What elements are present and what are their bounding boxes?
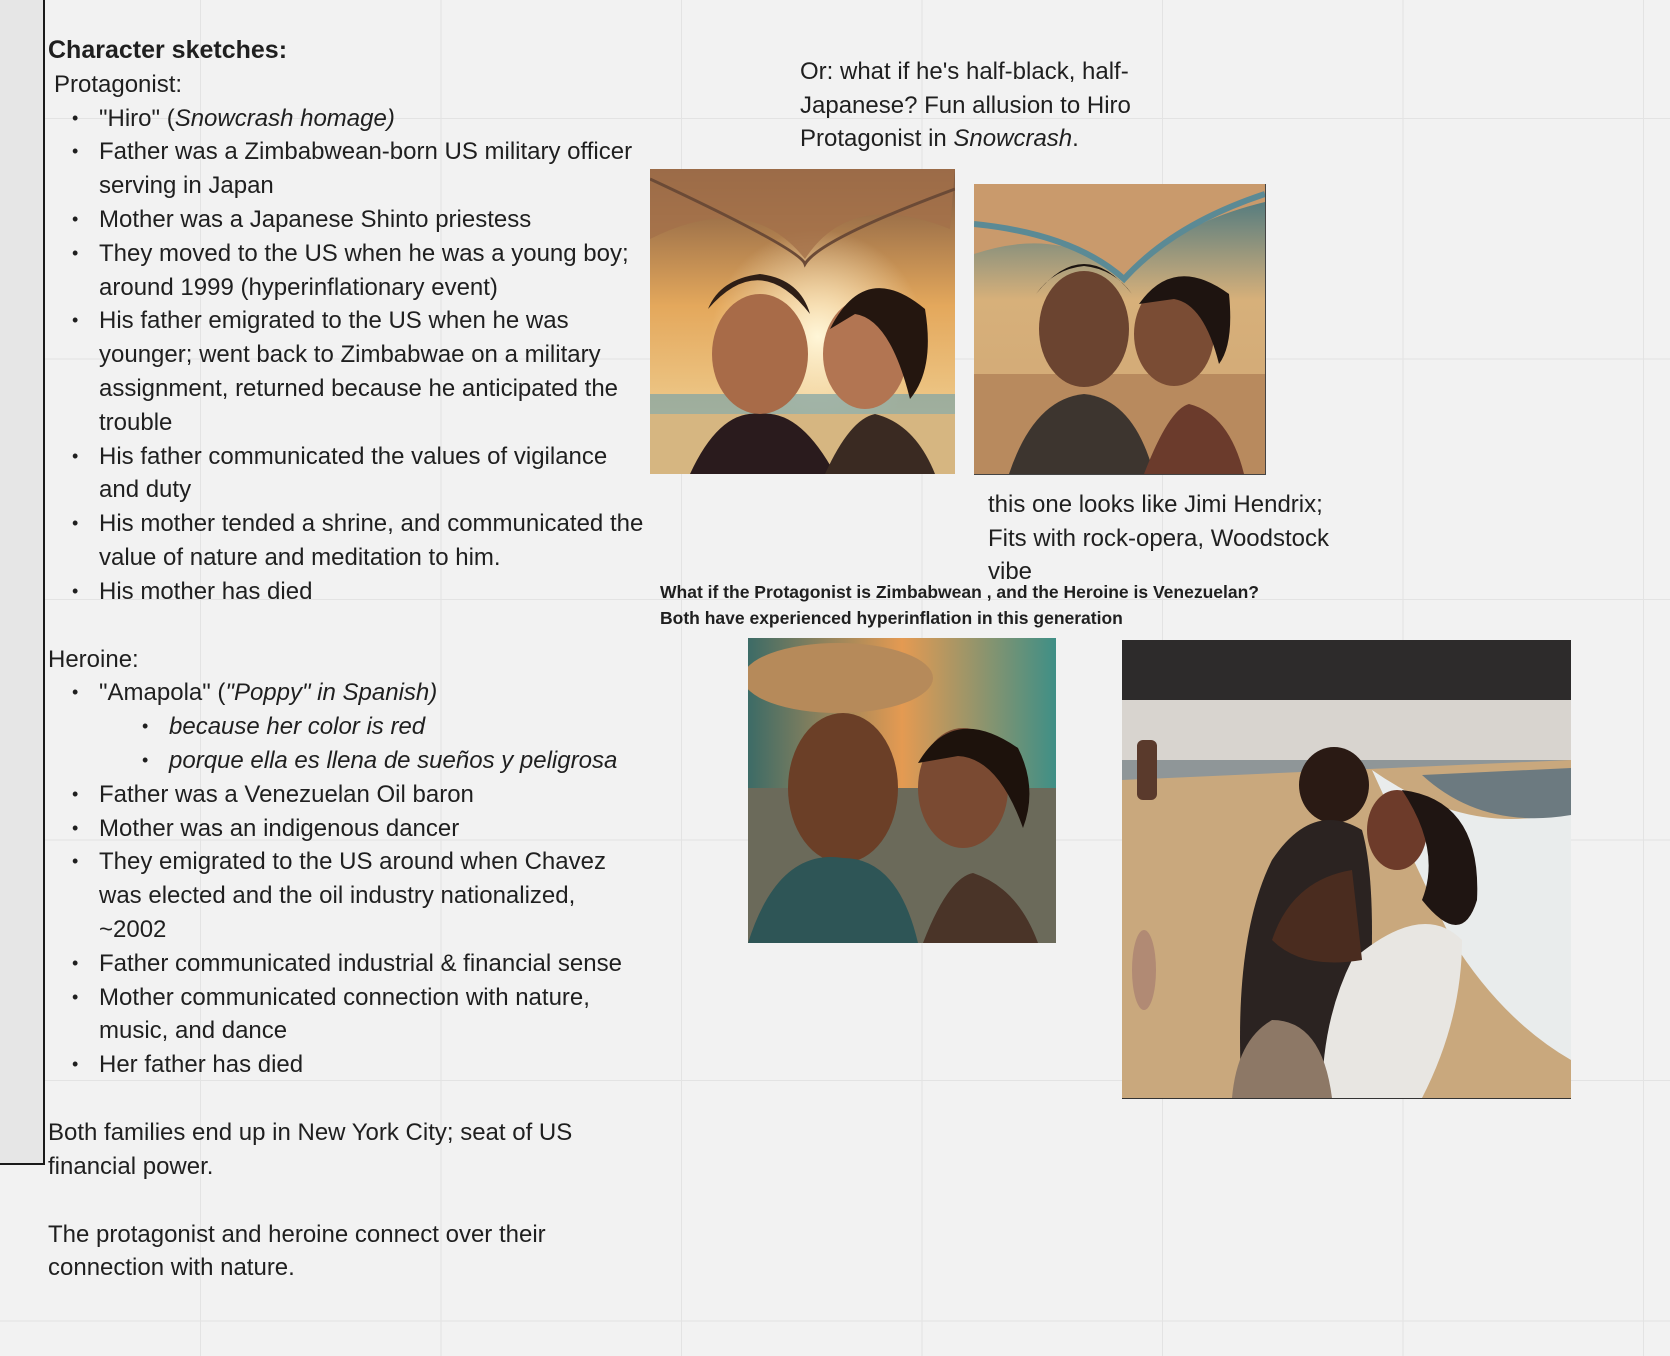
list-item: • His father emigrated to the US when he was younger; went back to Zimbabwae on a military assignment, returned because he anticipated the trouble bbox=[48, 304, 648, 439]
character-sketches-note[interactable] bbox=[48, 34, 648, 1285]
protagonist-list bbox=[48, 102, 648, 609]
image-couple-kissing-2[interactable] bbox=[974, 184, 1266, 475]
note-title: Character sketches: bbox=[48, 36, 288, 64]
list-subitem: • because her color is red bbox=[48, 710, 648, 744]
image-couple-shoreline[interactable] bbox=[1122, 640, 1571, 1099]
list-item: • His father communicated the values of vigilance and duty bbox=[48, 440, 648, 508]
alt-idea-note[interactable]: Or: what if he's half-black, half-Japanese? Fun allusion to Hiro Protagonist in Snowcrash. bbox=[800, 58, 1131, 152]
list-item: • Father was a Zimbabwean-born US military officer serving in Japan bbox=[48, 135, 648, 203]
list-subitem: • porque ella es llena de sueños y peligrosa bbox=[48, 744, 648, 778]
image-couple-kissing-1[interactable] bbox=[650, 169, 955, 474]
couple-kissing-image-1 bbox=[650, 169, 955, 474]
heroine-list bbox=[48, 676, 648, 1082]
list-item: • His mother has died bbox=[48, 575, 648, 609]
list-item: • Her father has died bbox=[48, 1048, 648, 1082]
list-item: • "Amapola" ("Poppy" in Spanish) bbox=[48, 676, 648, 710]
question-line: What if the Protagonist is Zimbabwean , and the Heroine is Venezuelan? bbox=[660, 582, 1259, 602]
left-side-panel bbox=[0, 0, 45, 1165]
list-item: • They emigrated to the US around when Chavez was elected and the oil industry nationalized, ~2002 bbox=[48, 845, 648, 946]
conclusion-paragraph: The protagonist and heroine connect over their connection with nature. bbox=[48, 1220, 546, 1282]
protagonist-label: Protagonist: bbox=[54, 70, 183, 98]
question-note[interactable] bbox=[660, 580, 1360, 631]
list-item: • Father communicated industrial & financial sense bbox=[48, 947, 648, 981]
list-item: • Mother was a Japanese Shinto priestess bbox=[48, 203, 648, 237]
couple-kissing-image-2 bbox=[974, 184, 1265, 474]
heroine-label: Heroine: bbox=[48, 645, 139, 673]
couple-embracing-image-4 bbox=[1122, 640, 1571, 1098]
list-item: • Mother communicated connection with nature, music, and dance bbox=[48, 981, 648, 1049]
list-item: • Mother was an indigenous dancer bbox=[48, 812, 648, 846]
list-item: • His mother tended a shrine, and communicated the value of nature and meditation to him. bbox=[48, 507, 648, 575]
list-item: • "Hiro" (Snowcrash homage) bbox=[48, 102, 648, 136]
list-item: • They moved to the US when he was a young boy; around 1999 (hyperinflationary event) bbox=[48, 237, 648, 305]
couple-kissing-image-3 bbox=[748, 638, 1056, 943]
image-couple-straw-hat[interactable] bbox=[748, 638, 1056, 943]
conclusion-paragraph: Both families end up in New York City; seat of US financial power. bbox=[48, 1118, 573, 1180]
hendrix-note[interactable]: this one looks like Jimi Hendrix; Fits with rock-opera, Woodstock vibe bbox=[988, 491, 1330, 585]
question-line: Both have experienced hyperinflation in this generation bbox=[660, 607, 1123, 628]
list-item: • Father was a Venezuelan Oil baron bbox=[48, 778, 648, 812]
